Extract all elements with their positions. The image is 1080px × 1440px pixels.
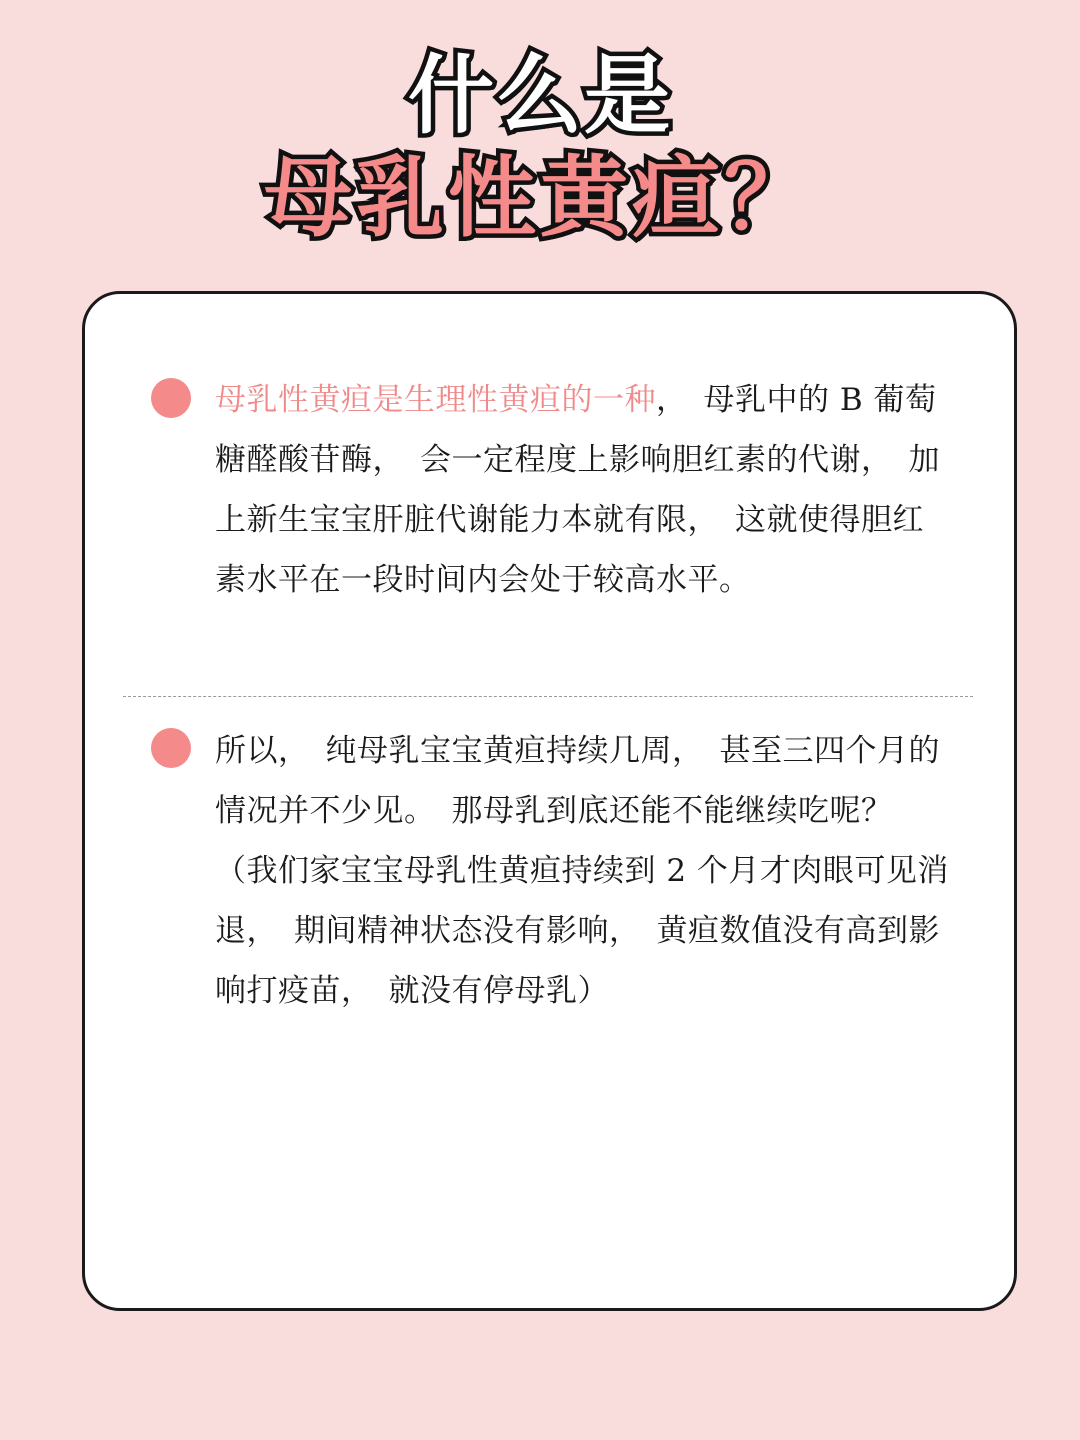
paragraph-2: 所以， 纯母乳宝宝黄疸持续几周， 甚至三四个月的情况并不少见。 那母乳到底还能不能继续吃呢？（我们家宝宝母乳性黄疸持续到 2 个月才肉眼可见消退， 期间精神状态没有影响， 黄疸数值没有高到影响打疫苗， 就没有停母乳）: [215, 733, 949, 1009]
paragraph-1-text: ， 母乳中的 B 葡萄糖醛酸苷酶， 会一定程度上影响胆红素的代谢， 加上新生宝宝肝脏代谢能力本就有限， 这就使得胆红素水平在一段时间内会处于较高水平。: [215, 382, 940, 598]
divider: [123, 696, 973, 697]
bullet-dot-1: [151, 378, 191, 418]
paragraph-1: [215, 370, 953, 610]
content-card: [82, 291, 1017, 1311]
paragraph-1-highlight: 母乳性黄疸是生理性黄疸的一种: [215, 382, 656, 418]
title-line-1: 什么是: [408, 46, 672, 146]
bullet-dot-2: [151, 728, 191, 768]
title-line-2: 母乳性黄疸？: [263, 146, 816, 249]
